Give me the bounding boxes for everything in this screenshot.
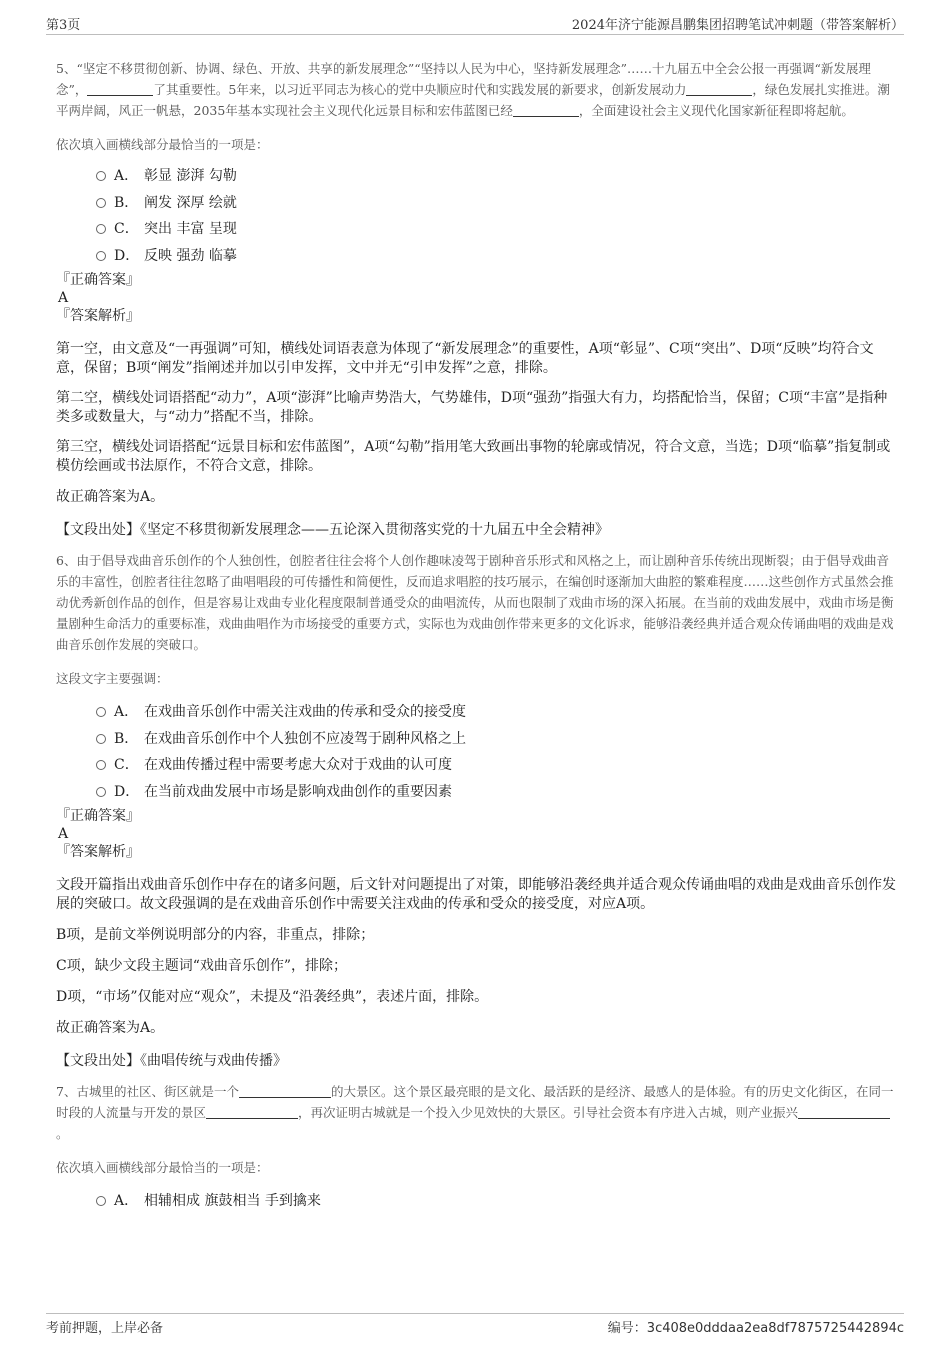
option-letter: C． <box>114 221 139 237</box>
analysis-paragraph: C项，缺少文段主题词“戏曲音乐创作”，排除； <box>56 958 348 974</box>
radio-icon[interactable] <box>96 760 106 770</box>
option-d[interactable] <box>96 243 896 270</box>
analysis-paragraph: 文段开篇指出戏曲音乐创作中存在的诸多问题，后文针对问题提出了对策，即能够沿袭经典并适合观众传诵曲唱的戏曲是戏曲音乐创作发展的突破口。故文段强调的是在戏曲音乐创作中需要关注戏曲的传承和受众的接受度，对应A项。 <box>56 877 896 912</box>
question-7-text-part: 7、古城里的社区、街区就是一个 <box>56 1084 239 1099</box>
option-text: 在当前戏曲发展中市场是影响戏曲创作的重要因素 <box>144 783 452 800</box>
question-6 <box>56 550 896 1071</box>
radio-icon[interactable] <box>96 251 106 261</box>
page-number: 第3页 <box>46 18 81 33</box>
option-b[interactable] <box>96 726 896 753</box>
option-letter: D． <box>114 247 140 264</box>
question-5 <box>56 58 896 540</box>
answer-blank <box>206 1105 298 1119</box>
radio-icon[interactable] <box>96 198 106 208</box>
answer-blank <box>686 82 752 96</box>
answer-blank <box>513 103 579 117</box>
option-c[interactable] <box>96 752 896 779</box>
option-text: 在戏曲传播过程中需要考虑大众对于戏曲的认可度 <box>144 757 452 773</box>
document-code <box>608 1317 904 1336</box>
option-text: 相辅相成 旗鼓相当 手到擒来 <box>144 1193 321 1209</box>
option-letter: C． <box>114 757 139 773</box>
question-7 <box>56 1081 896 1215</box>
option-letter: D． <box>114 783 140 800</box>
option-letter: A． <box>114 168 139 184</box>
question-5-text-part: ，绿色发展扎实推进。潮平两岸阔，风正一帆悬，2035年基本实现社会主义现代化远景目标和宏伟蓝图已经 <box>56 82 890 118</box>
analysis-conclusion: 故正确答案为A。 <box>56 1020 165 1036</box>
answer-blank <box>87 82 153 96</box>
correct-answer-value: A <box>58 290 69 306</box>
radio-icon[interactable] <box>96 734 106 744</box>
analysis-paragraph: 第一空，由文意及“一再强调”可知，横线处词语表意为体现了“新发展理念”的重要性，A项“彰显”、C项“突出”、D项“反映”均符合文意，保留；B项“阐发”指阐述并加以引申发挥，文中并无“引申发挥”之意，排除。 <box>56 341 874 376</box>
document-code-value: 3c408e0dddaa2ea8df7875725442894c <box>646 1321 904 1336</box>
option-b[interactable] <box>96 190 896 217</box>
radio-icon[interactable] <box>96 787 106 797</box>
question-6-options <box>56 699 896 805</box>
radio-icon[interactable] <box>96 171 106 181</box>
radio-icon[interactable] <box>96 224 106 234</box>
option-d[interactable] <box>96 779 896 806</box>
question-7-text-part: ，再次证明古城就是一个投入少见效快的大景区。引导社会资本有序进入古城，则产业振兴 <box>298 1105 799 1120</box>
question-5-text <box>56 58 896 121</box>
radio-icon[interactable] <box>96 707 106 717</box>
question-7-text-part: 的大景区。这个景区最亮眼的是文化、最活跃的是经济、最感人的是体验。有的历史文化街区，在同一时段的人流量与开发的景区 <box>56 1084 894 1120</box>
passage-source: 【文段出处】《曲唱传统与戏曲传播》 <box>56 1053 287 1069</box>
question-5-text-part: 5、“坚定不移贯彻创新、协调、绿色、开放、共享的新发展理念”“坚持以人民为中心，坚持新发展理念”……十九届五中全会公报一再强调“新发展理念”， <box>56 61 871 97</box>
page-footer <box>46 1313 904 1336</box>
answer-blank <box>239 1084 331 1098</box>
footer-slogan: 考前押题，上岸必备 <box>46 1321 164 1336</box>
option-text: 突出 丰富 呈现 <box>144 221 237 237</box>
question-5-text-part: 了其重要性。5年来，以习近平同志为核心的党中央顺应时代和实践发展的新要求，创新发展动力 <box>153 82 687 97</box>
document-code-label: 编号： <box>607 1321 647 1336</box>
radio-icon[interactable] <box>96 1196 106 1206</box>
correct-answer-label: 『正确答案』 <box>56 808 140 824</box>
analysis-label: 『答案解析』 <box>56 308 140 324</box>
analysis-label: 『答案解析』 <box>56 844 140 860</box>
option-letter: A． <box>114 704 139 720</box>
question-6-text: 6、由于倡导戏曲音乐创作的个人独创性，创腔者往往会将个人创作趣味凌驾于剧种音乐形式和风格之上，而让剧种音乐传统出现断裂；由于倡导戏曲音乐的丰富性，创腔者往往忽略了曲唱唱段的可传播性和简便性，反而追求唱腔的技巧展示，在编创时逐渐加大曲腔的繁难程度……这些创作方式虽然会推动优秀新创作品的创作，但是容易让戏曲专业化程度限制普通受众的曲唱流传，从而也限制了戏曲市场的深入拓展。在当前的戏曲发展中，戏曲市场是衡量剧种生命活力的重要标准，戏曲曲唱作为市场接受的重要方式，实际也为戏曲创作带来更多的文化诉求，能够沿袭经典并适合观众传诵曲唱的戏曲是戏曲音乐创作发展的突破口。 <box>56 553 894 652</box>
correct-answer-value: A <box>58 826 69 842</box>
option-text: 彰显 澎湃 勾勒 <box>144 168 237 184</box>
question-7-options <box>56 1188 896 1215</box>
option-c[interactable] <box>96 216 896 243</box>
question-7-text-part: 。 <box>56 1126 69 1141</box>
option-text: 在戏曲音乐创作中个人独创不应凌驾于剧种风格之上 <box>144 730 466 747</box>
option-a[interactable] <box>96 163 896 190</box>
analysis-paragraph: D项，“市场”仅能对应“观众”，未提及“沿袭经典”，表述片面，排除。 <box>56 989 489 1005</box>
correct-answer-label: 『正确答案』 <box>56 272 140 288</box>
passage-source: 【文段出处】《坚定不移贯彻新发展理念——五论深入贯彻落实党的十九届五中全会精神》 <box>56 522 609 538</box>
analysis-paragraph: 第三空，横线处词语搭配“远景目标和宏伟蓝图”，A项“勾勒”指用笔大致画出事物的轮廓或情况，符合文意，当选；D项“临摹”指复制或模仿绘画或书法原作，不符合文意，排除。 <box>56 439 891 474</box>
page-content <box>56 58 896 1215</box>
analysis-paragraph: 第二空，横线处词语搭配“动力”，A项“澎湃”比喻声势浩大，气势雄伟，D项“强劲”指强大有力，均搭配恰当，保留；C项“丰富”是指种类多或数量大，与“动力”搭配不当，排除。 <box>56 390 888 425</box>
option-text: 反映 强劲 临摹 <box>144 247 237 264</box>
analysis-conclusion: 故正确答案为A。 <box>56 489 165 505</box>
question-5-options <box>56 163 896 269</box>
document-title: 2024年济宁能源昌鹏集团招聘笔试冲刺题（带答案解析） <box>571 18 904 33</box>
option-text: 阐发 深厚 绘就 <box>144 194 237 211</box>
option-a[interactable] <box>96 1188 896 1215</box>
option-letter: B． <box>114 730 139 747</box>
question-6-prompt: 这段文字主要强调： <box>56 671 169 686</box>
option-letter: A． <box>114 1193 139 1209</box>
option-letter: B． <box>114 194 139 211</box>
option-a[interactable] <box>96 699 896 726</box>
option-text: 在戏曲音乐创作中需关注戏曲的传承和受众的接受度 <box>144 704 466 720</box>
question-5-prompt: 依次填入画横线部分最恰当的一项是： <box>56 137 269 152</box>
question-5-text-part: ，全面建设社会主义现代化国家新征程即将起航。 <box>578 103 854 118</box>
page-header <box>46 14 904 35</box>
question-7-prompt: 依次填入画横线部分最恰当的一项是： <box>56 1160 269 1175</box>
analysis-paragraph: B项，是前文举例说明部分的内容，非重点，排除； <box>56 927 375 943</box>
answer-blank <box>798 1105 890 1119</box>
question-7-text <box>56 1081 896 1144</box>
